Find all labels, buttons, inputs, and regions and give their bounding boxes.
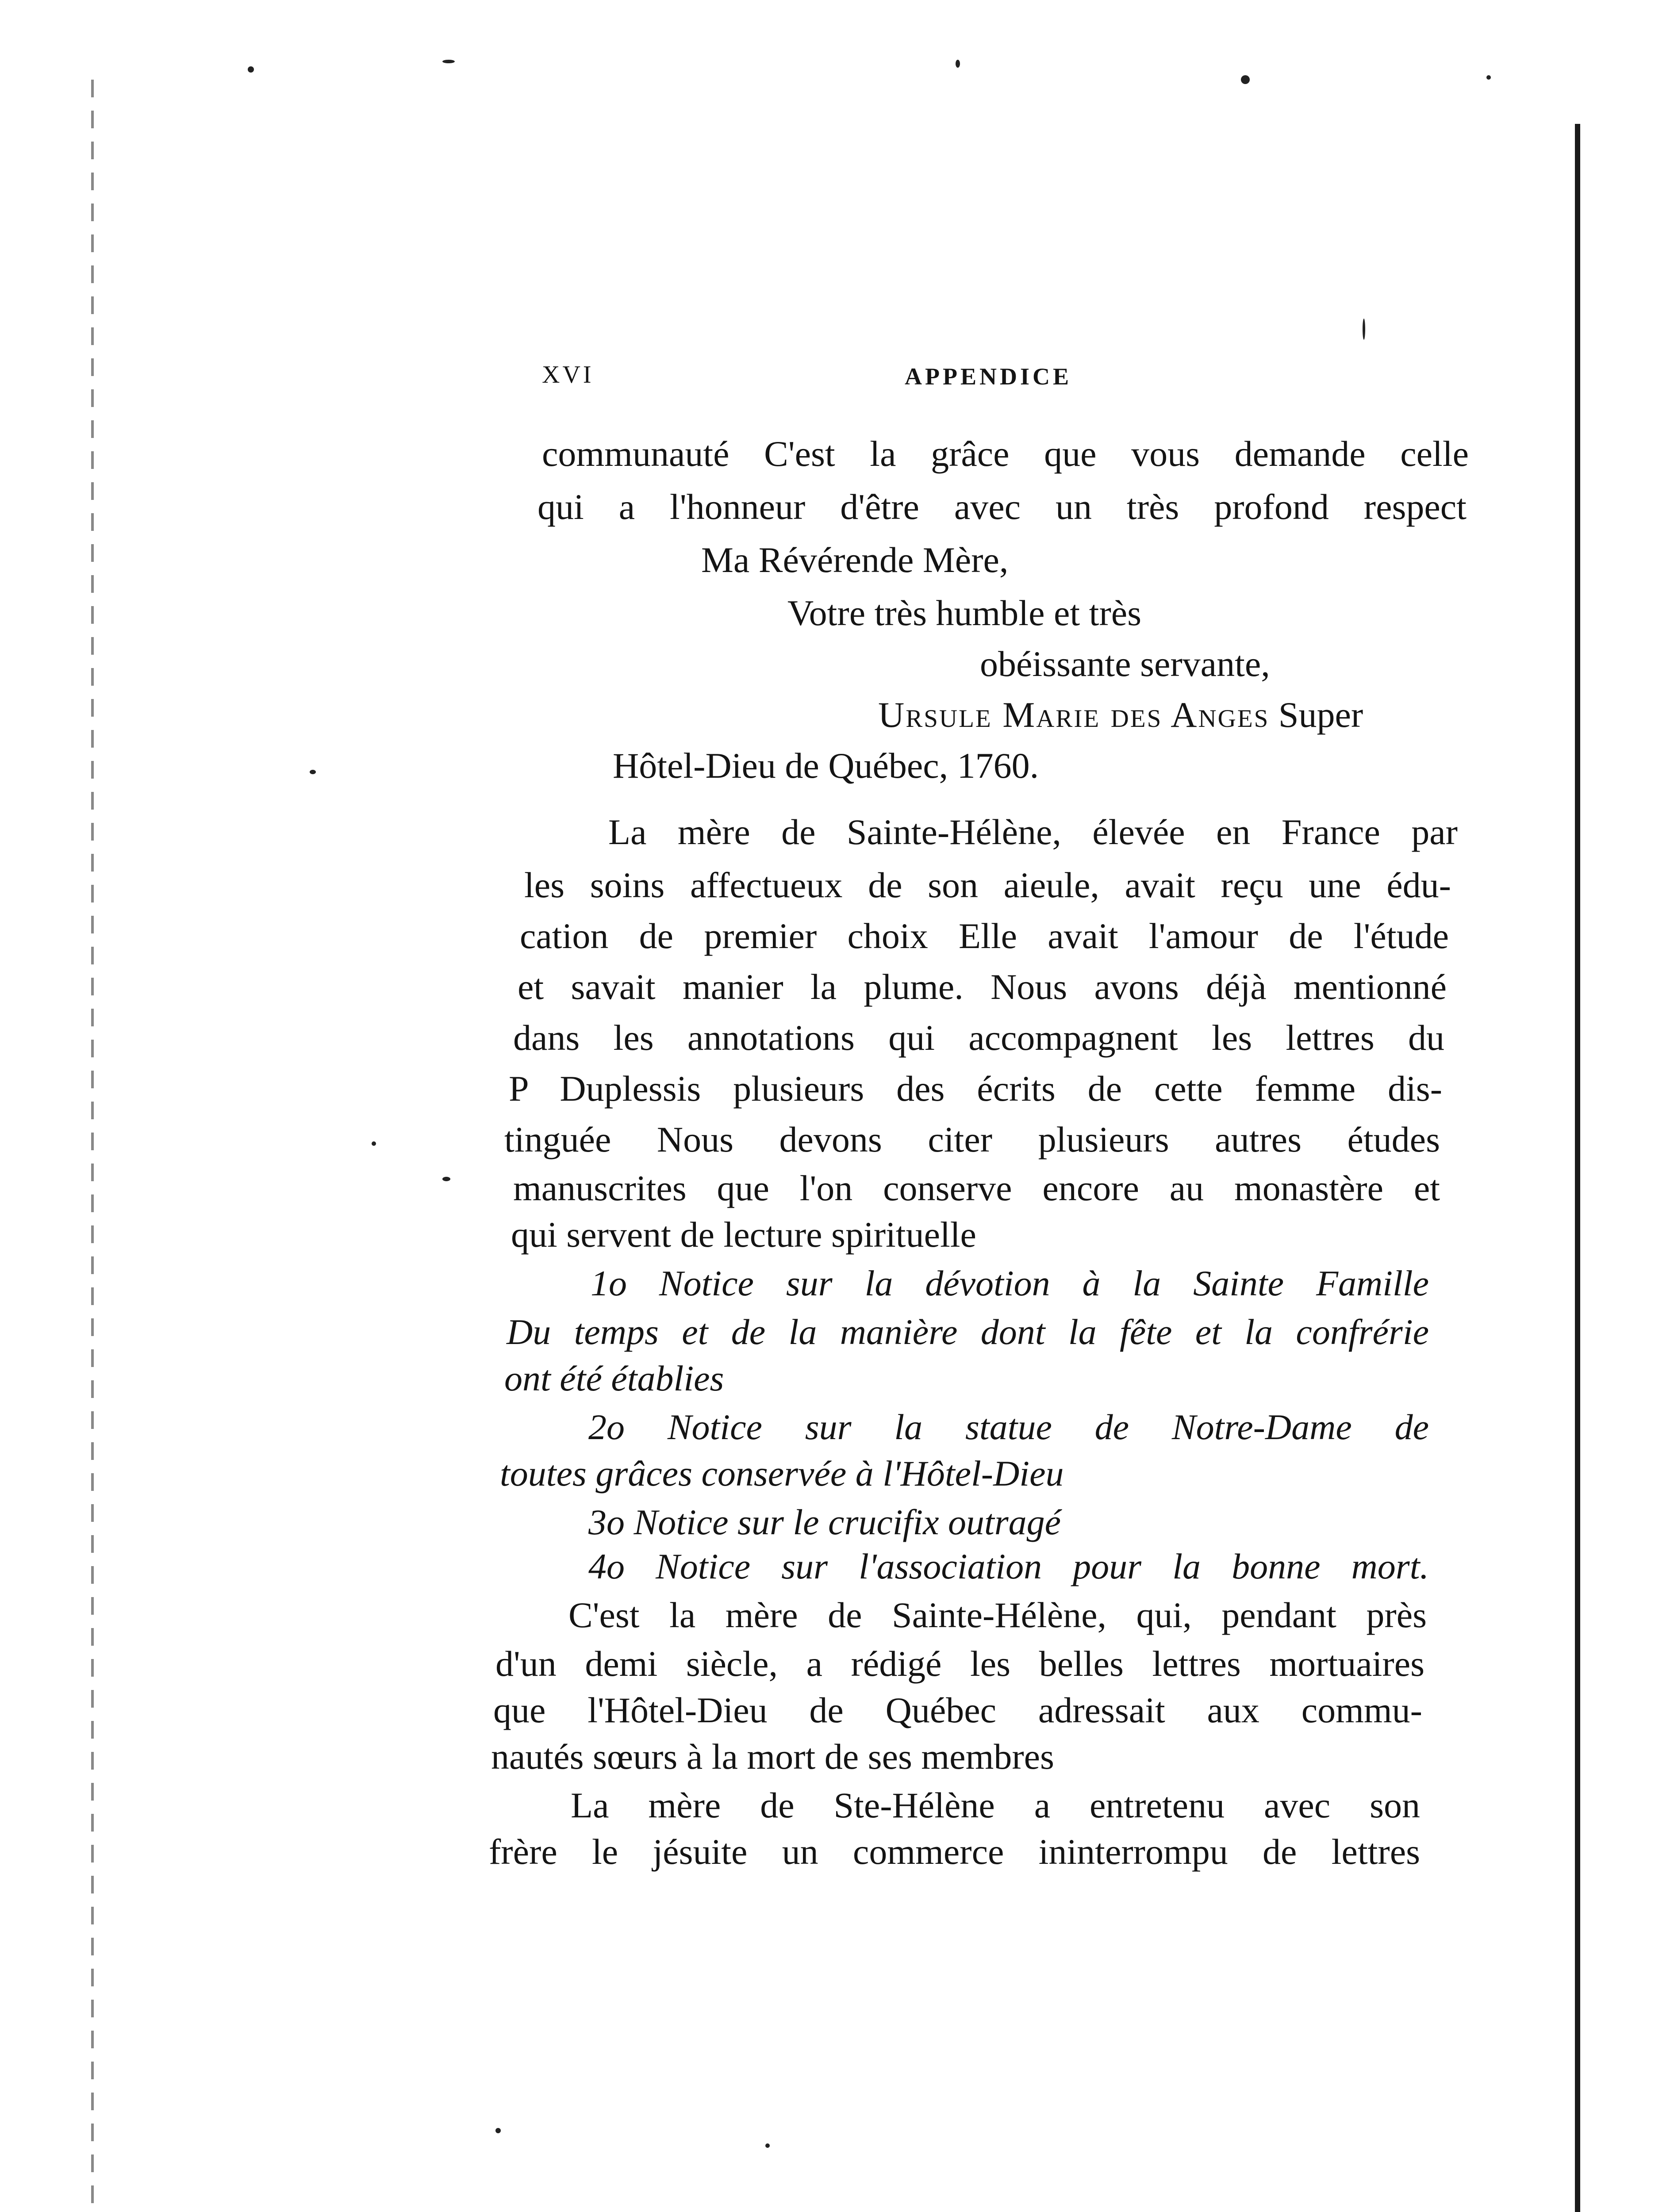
scan-speck — [495, 2128, 501, 2133]
scan-edge-right — [1575, 124, 1580, 2212]
paragraph-line: qui servent de lecture spirituelle — [511, 1214, 976, 1255]
paragraph-line: C'est la mère de Sainte-Hélène, qui, pendant près — [568, 1595, 1427, 1635]
work-item-continuation: ont été établies — [504, 1358, 724, 1398]
paragraph-line: cation de premier choix Elle avait l'amour de l'étude — [520, 916, 1449, 956]
work-item-continuation: Du temps et de la manière dont la fête et la confrérie — [507, 1312, 1429, 1352]
signature-suffix: Super — [1278, 695, 1363, 735]
scan-speck — [1486, 75, 1491, 80]
paragraph-line: les soins affectueux de son aieule, avait reçu une édu- — [524, 865, 1451, 905]
work-item-continuation: toutes grâces conservée à l'Hôtel-Dieu — [500, 1453, 1064, 1494]
paragraph-line: P Duplessis plusieurs des écrits de cette femme dis- — [509, 1068, 1442, 1109]
running-title: APPENDICE — [905, 363, 1072, 390]
scan-edge-left — [91, 80, 94, 2212]
paragraph-line: tinguée Nous devons citer plusieurs autres études — [504, 1119, 1440, 1160]
paragraph-line: dans les annotations qui accompagnent les lettres du — [513, 1018, 1444, 1058]
letter-line: communauté C'est la grâce que vous demande celle — [542, 434, 1469, 474]
scan-speck — [310, 770, 316, 774]
paragraph-line: manuscrites que l'on conserve encore au monastère et — [513, 1168, 1440, 1208]
paragraph-line: que l'Hôtel-Dieu de Québec adressait aux commu- — [493, 1690, 1422, 1730]
salutation: Ma Révérende Mère, — [701, 540, 1009, 580]
paragraph-line: et savait manier la plume. Nous avons déjà mentionné — [518, 967, 1447, 1007]
letter-line: qui a l'honneur d'être avec un très profond respect — [538, 487, 1467, 527]
paragraph-line: d'un demi siècle, a rédigé les belles lettres mortuaires — [495, 1644, 1424, 1684]
scan-speck — [248, 66, 254, 73]
scan-speck — [442, 60, 455, 63]
work-item: 4o Notice sur l'association pour la bonne mort. — [588, 1546, 1429, 1586]
paragraph-line: frère le jésuite un commerce ininterrompu de lettres — [489, 1832, 1420, 1872]
work-item: 2o Notice sur la statue de Notre-Dame de — [588, 1407, 1429, 1447]
signature: Ursule Marie des Anges — [878, 695, 1270, 735]
page-number: XVI — [542, 361, 594, 388]
place-date: Hôtel-Dieu de Québec, 1760. — [613, 745, 1039, 786]
closing-line: obéissante servante, — [980, 644, 1270, 684]
closing-line: Votre très humble et très — [787, 593, 1142, 633]
paragraph-line: La mère de Sainte-Hélène, élevée en France par — [608, 812, 1458, 852]
scan-speck — [1241, 75, 1250, 84]
signature-line — [878, 697, 1363, 733]
work-item: 3o Notice sur le crucifix outragé — [588, 1502, 1061, 1542]
paragraph-line: La mère de Ste-Hélène a entretenu avec son — [571, 1785, 1420, 1825]
scan-speck — [372, 1141, 376, 1146]
scan-speck — [1363, 319, 1365, 340]
paragraph-line: nautés sœurs à la mort de ses membres — [491, 1736, 1054, 1777]
work-item: 1o Notice sur la dévotion à la Sainte Famille — [591, 1263, 1429, 1303]
scan-speck — [956, 60, 960, 68]
scan-speck — [442, 1177, 450, 1181]
scan-speck — [765, 2143, 770, 2148]
